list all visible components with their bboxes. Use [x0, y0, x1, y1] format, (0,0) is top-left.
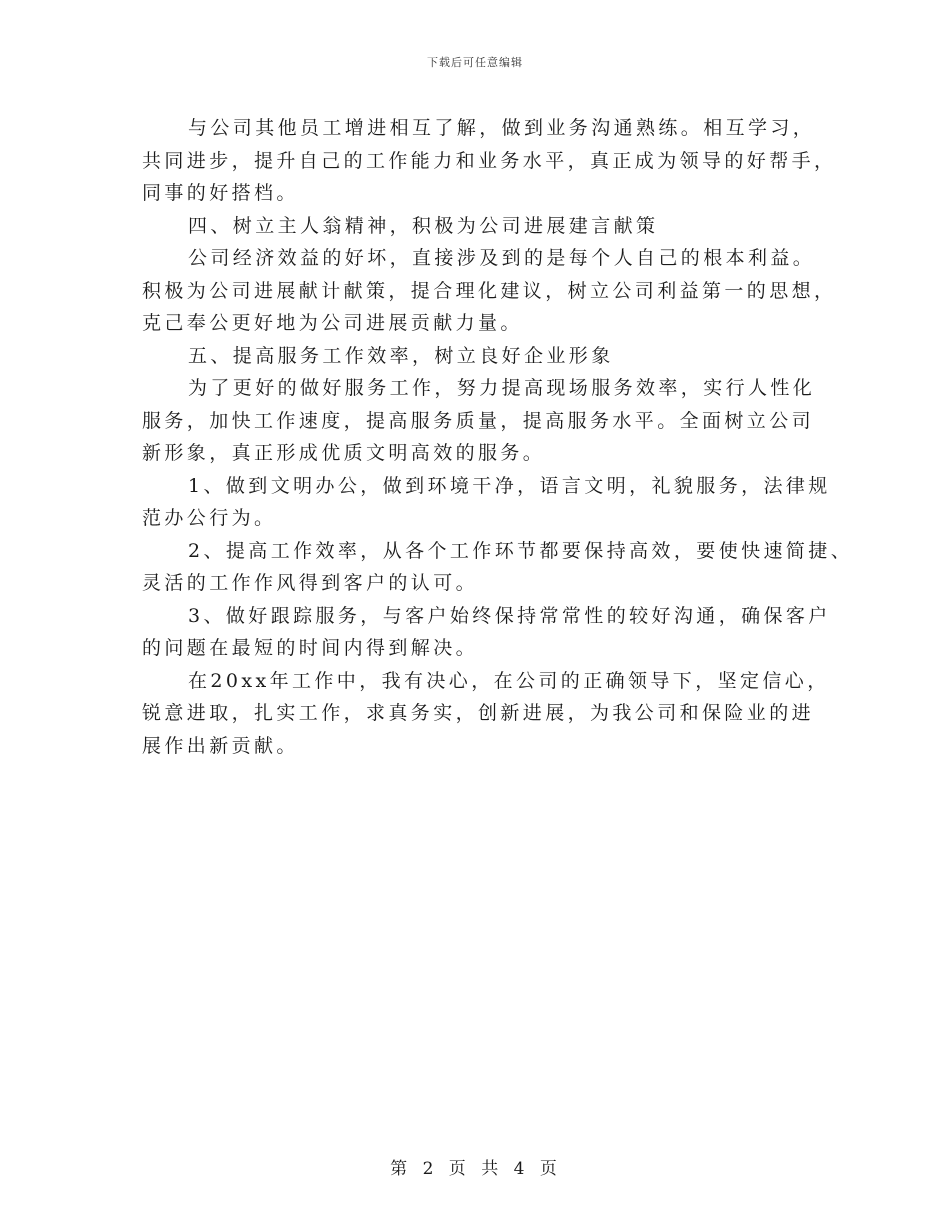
paragraph-line: 克己奉公更好地为公司进展贡献力量。 — [142, 312, 523, 334]
section-heading: 五、提高服务工作效率，树立良好企业形象 — [188, 344, 614, 367]
paragraph-line: 为了更好的做好服务工作，努力提高现场服务效率，实行人性化 — [188, 377, 816, 399]
paragraph-line: 新形象，真正形成优质文明高效的服务。 — [142, 442, 546, 464]
paragraph-line: 锐意进取，扎实工作，求真务实，创新进展，为我公司和保险业的进 — [142, 702, 815, 724]
page-header-note: 下载后可任意编辑 — [427, 56, 523, 69]
paragraph-line: 在20xx年工作中，我有决心，在公司的正确领导下，坚定信心， — [188, 669, 830, 692]
paragraph-line: 公司经济效益的好坏，直接涉及到的是每个人自己的根本利益。 — [188, 247, 816, 269]
list-item-line: 3、做好跟踪服务，与客户始终保持常常性的较好沟通，确保客户 — [188, 604, 831, 627]
paragraph-line: 服务，加快工作速度，提高服务质量，提高服务水平。全面树立公司 — [142, 409, 815, 432]
paragraph-line: 同事的好搭档。 — [142, 182, 299, 204]
paragraph-line: 展作出新贡献。 — [142, 734, 299, 757]
list-item-line: 灵活的工作作风得到客户的认可。 — [142, 572, 479, 594]
page-number-footer: 第 2 页 共 4 页 — [390, 1159, 560, 1179]
list-item-line: 的问题在最短的时间内得到解决。 — [142, 637, 479, 659]
section-heading: 四、树立主人翁精神，积极为公司进展建言献策 — [188, 214, 659, 237]
list-item-line: 2、提高工作效率，从各个工作环节都要保持高效，要使快速简捷、 — [188, 539, 854, 562]
paragraph-line: 积极为公司进展献计献策，提合理化建议，树立公司利益第一的思想， — [142, 279, 837, 302]
list-item-line: 1、做到文明办公，做到环境干净，语言文明，礼貌服务，法律规 — [188, 474, 831, 497]
paragraph-line: 共同进步，提升自己的工作能力和业务水平，真正成为领导的好帮手， — [142, 149, 837, 172]
list-item-line: 范办公行为。 — [142, 507, 277, 529]
paragraph-line: 与公司其他员工增进相互了解，做到业务沟通熟练。相互学习， — [188, 117, 816, 139]
document-body — [142, 112, 854, 762]
